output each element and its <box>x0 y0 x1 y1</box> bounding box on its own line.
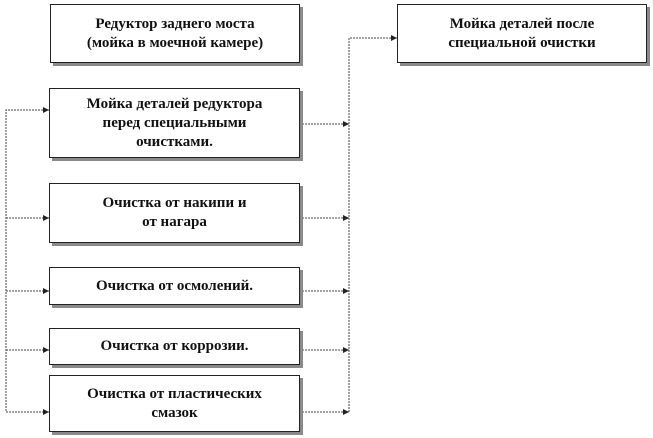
arrowhead <box>343 288 349 294</box>
header-box: Редуктор заднего моста (мойка в моечной камере) <box>50 4 300 63</box>
step-box-pre-wash: Мойка деталей редуктора перед специальными очистками. <box>49 88 300 158</box>
arrowhead <box>343 347 349 353</box>
step-box-scale-removal: Очистка от накипи и от нагара <box>49 183 300 243</box>
arrowhead <box>343 215 349 221</box>
step-box-resin-removal: Очистка от осмолений. <box>49 267 300 305</box>
arrowhead <box>343 121 349 127</box>
result-box: Мойка деталей после специальной очистки <box>397 4 647 63</box>
arrowhead <box>343 409 349 415</box>
step-box-grease-removal: Очистка от пластических смазок <box>49 375 300 432</box>
step-box-corrosion-removal: Очистка от коррозии. <box>49 328 300 365</box>
right-collector-line <box>302 38 397 412</box>
left-feed-line <box>6 110 49 412</box>
